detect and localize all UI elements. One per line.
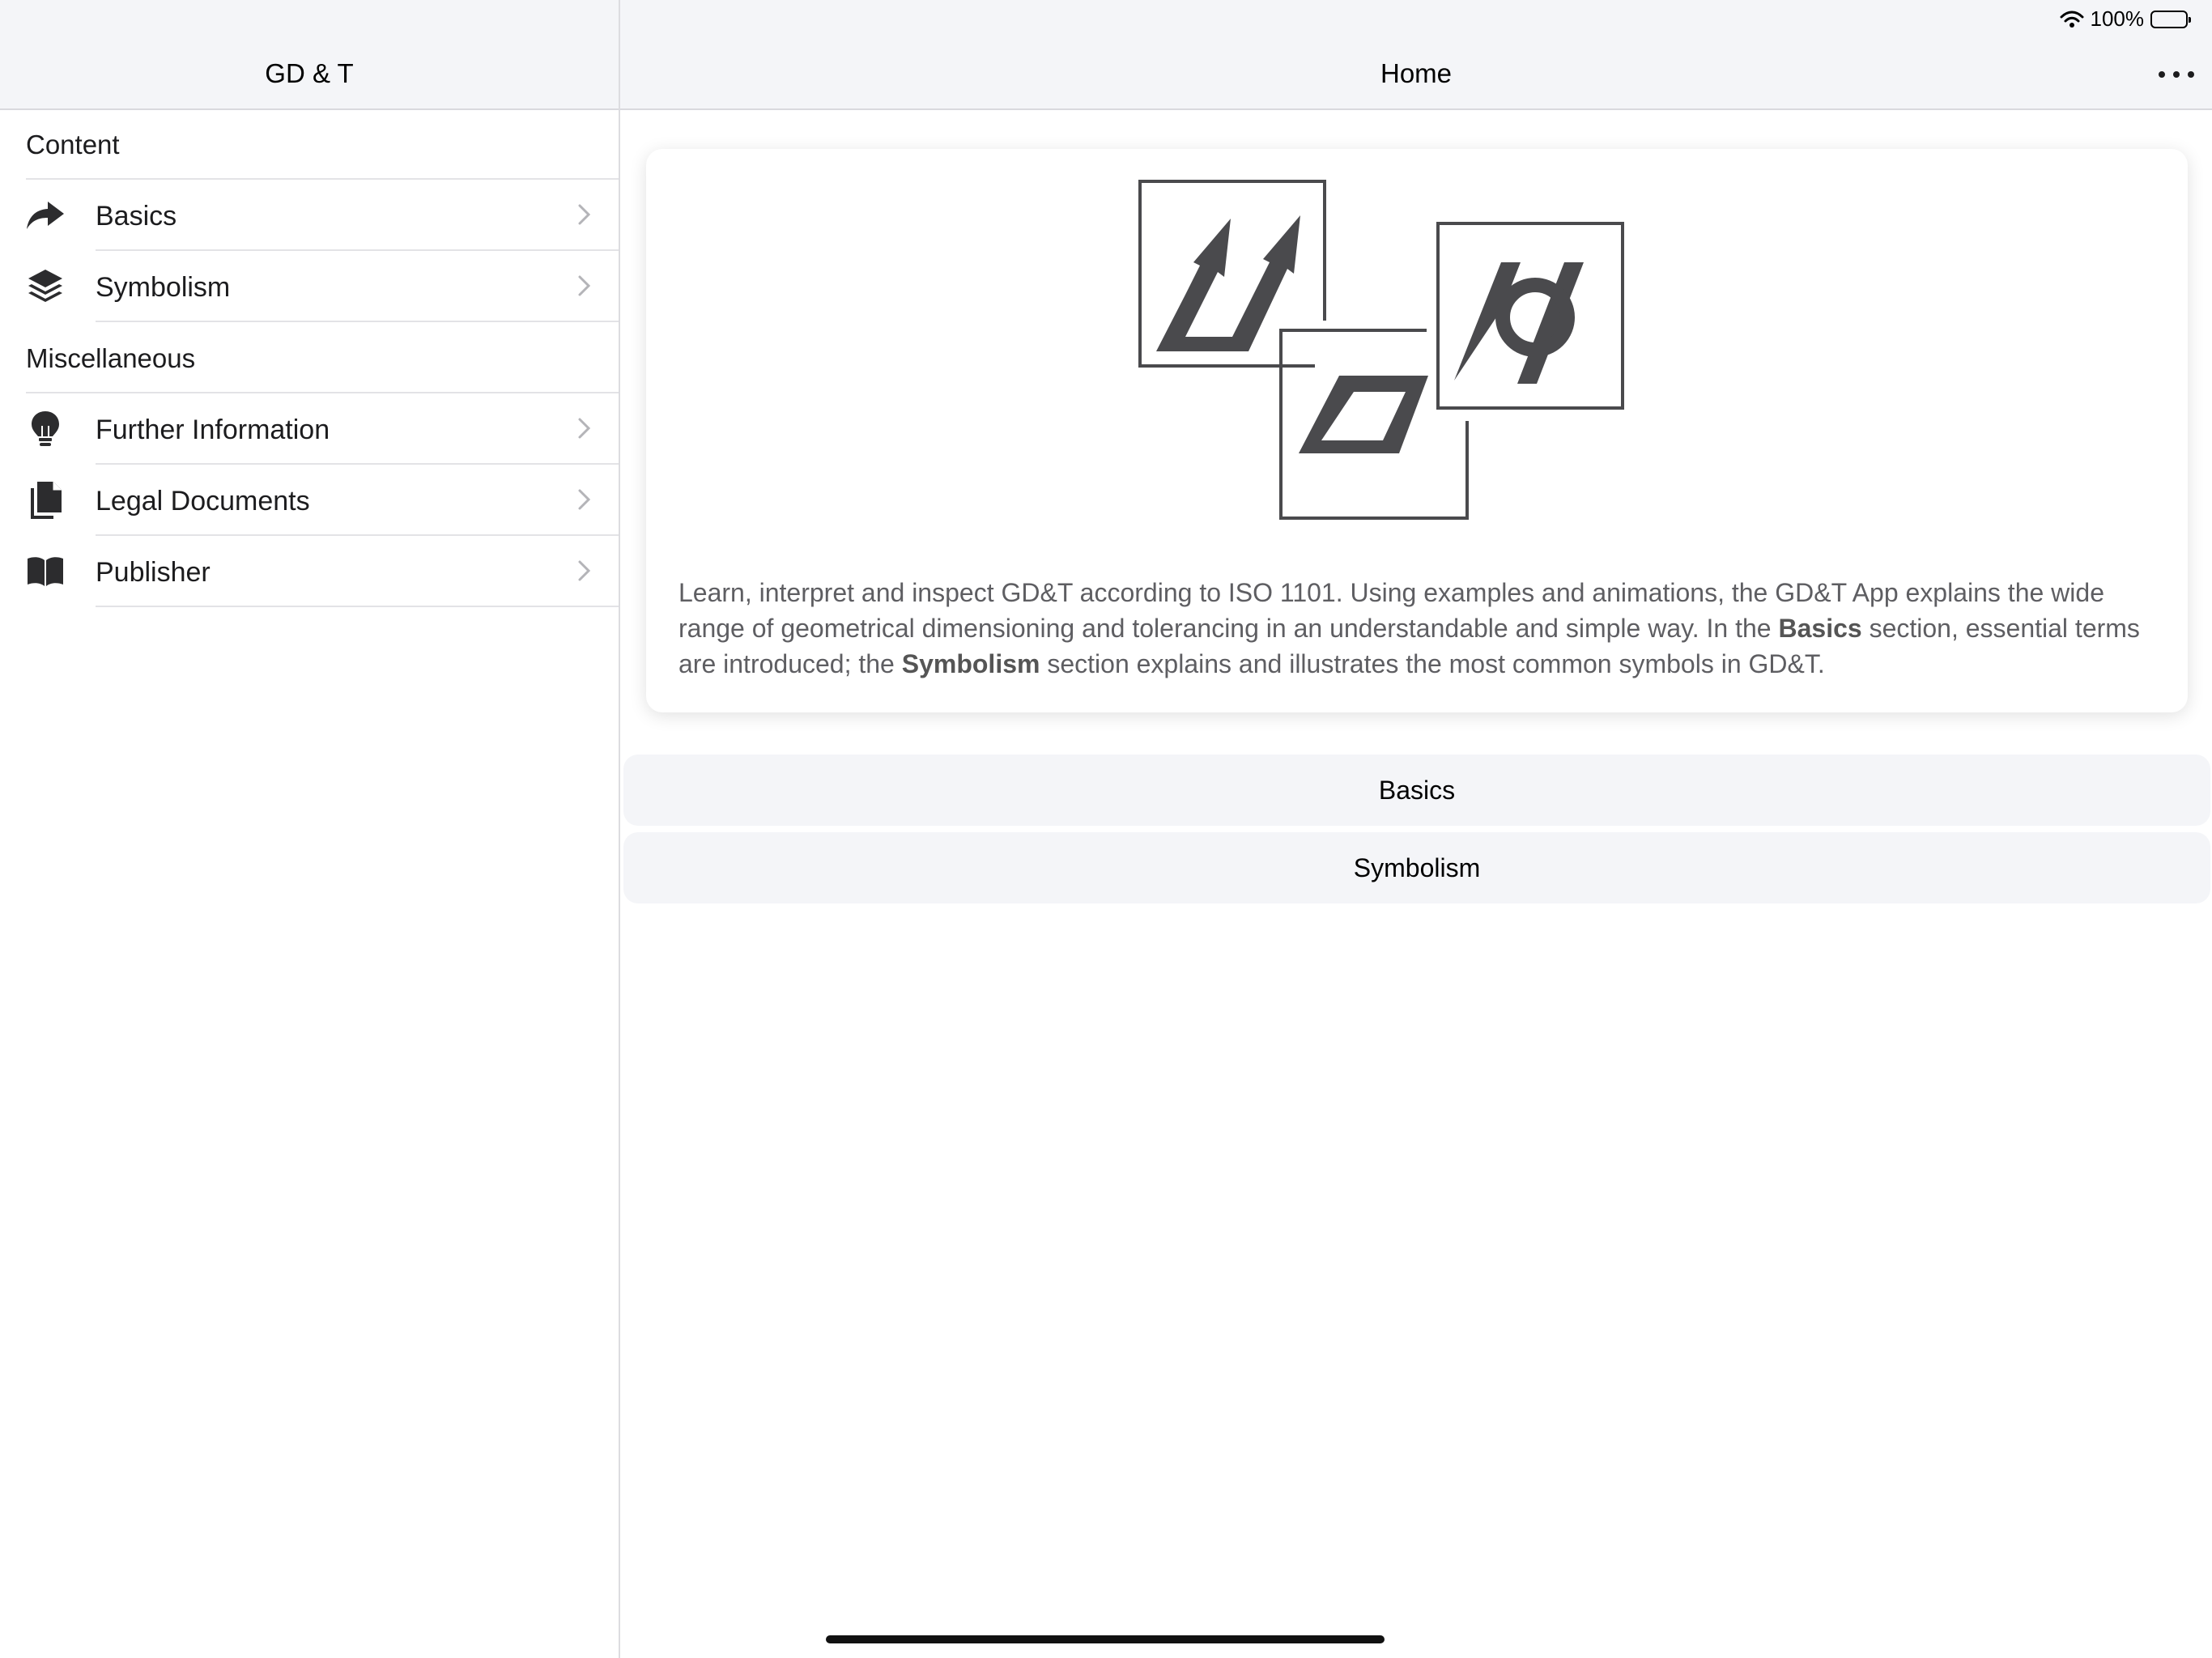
sidebar-item-further-information[interactable] [0, 393, 619, 465]
battery-icon [2150, 11, 2188, 28]
more-options-button[interactable] [2159, 65, 2194, 84]
basics-button[interactable]: Basics [623, 755, 2210, 826]
description-text: Learn, interpret and inspect GD&T according to ISO 1101. Using examples and animations, the GD&T App explains the wide range of geometrical dimensioning and tolerancing in an understandable and simple way. In the [678, 578, 2104, 643]
sidebar-item-label: Symbolism [96, 272, 231, 303]
sidebar-item-label: Further Information [96, 414, 330, 445]
intro-description [678, 575, 2152, 682]
divider [96, 606, 619, 607]
description-text: section, essential terms are introduced; the [678, 614, 2140, 678]
sidebar [0, 0, 620, 1658]
description-text: section explains and illustrates the most common symbols in GD&T. [1040, 649, 1825, 678]
sidebar-item-label: Publisher [96, 557, 211, 588]
sidebar-title: GD & T [265, 58, 354, 88]
sidebar-item-symbolism[interactable] [0, 251, 619, 322]
description-bold-symbolism: Symbolism [901, 649, 1040, 678]
description-bold-basics: Basics [1778, 614, 1862, 643]
chevron-right-icon [572, 559, 596, 583]
section-label-content: Content [26, 130, 120, 159]
intro-card [646, 149, 2188, 712]
chevron-right-icon [572, 416, 596, 440]
gdt-logo [1137, 178, 1639, 534]
wifi-icon [2060, 11, 2084, 28]
documents-icon [24, 481, 66, 520]
more-dot-icon [2159, 71, 2165, 78]
lightbulb-icon [24, 410, 66, 449]
sidebar-item-publisher[interactable] [0, 536, 619, 607]
chevron-right-icon [572, 274, 596, 298]
sidebar-item-basics[interactable] [0, 180, 619, 251]
battery-percent: 100% [2090, 6, 2144, 31]
chevron-right-icon [572, 487, 596, 512]
sidebar-header [0, 0, 619, 110]
main-header [620, 0, 2212, 110]
home-indicator[interactable] [826, 1635, 1385, 1643]
layers-icon [24, 267, 66, 306]
sidebar-item-label: Basics [96, 201, 177, 232]
divider [96, 321, 619, 322]
status-right [2060, 6, 2189, 32]
section-label-miscellaneous: Miscellaneous [26, 343, 196, 373]
more-dot-icon [2188, 71, 2194, 78]
sidebar-item-label: Legal Documents [96, 486, 310, 517]
chevron-right-icon [572, 202, 596, 227]
sidebar-item-legal-documents[interactable] [0, 465, 619, 536]
share-arrow-icon [24, 196, 66, 235]
page-title: Home [1380, 58, 1453, 88]
main-panel [620, 0, 2212, 1658]
symbolism-button[interactable]: Symbolism [623, 832, 2210, 903]
more-dot-icon [2173, 71, 2180, 78]
book-icon [24, 552, 66, 591]
